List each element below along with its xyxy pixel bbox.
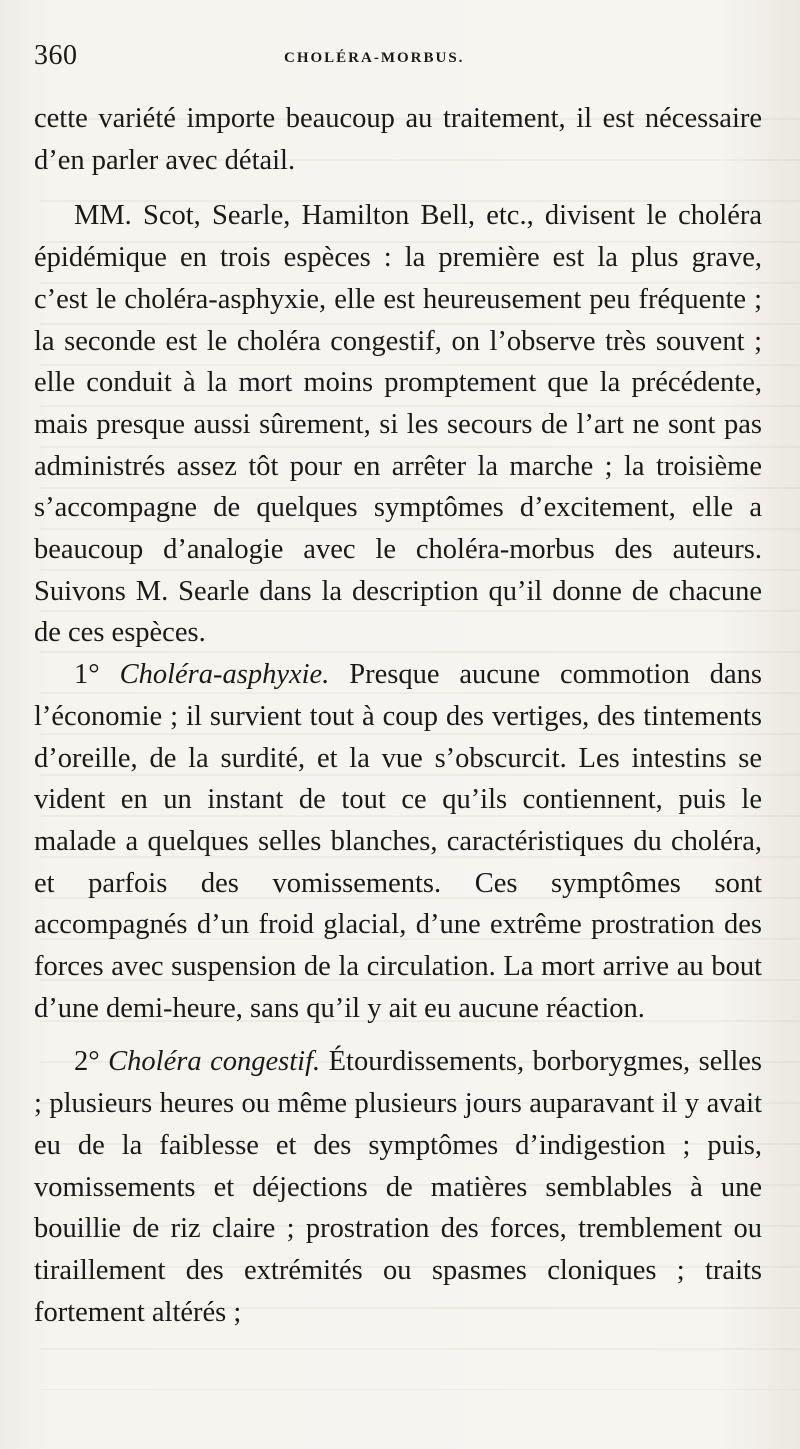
section-text-asphyxie: Presque aucune commotion dans l’économie ; il survient tout à coup des vertiges, des tintements d’oreille, de la surdité, et la vue s’obscurcit. Les intestins se vident en un instant de tout ce qu’ils contiennent, puis le malade a quelques selles blanches, caractéristiques du choléra, et parfois des vomissements. Ces symptômes sont accompagnés d’un froid glacial, d’une extrême prostration des forces avec suspension de la circulation. La mort arrive au bout d’une demi-heure, sans qu’il y ait eu aucune réaction. xyxy=(34,659,762,1024)
running-head xyxy=(34,40,774,80)
page-number: 360 xyxy=(34,40,78,71)
running-title: CHOLÉRA-MORBUS. xyxy=(284,50,465,66)
section-number-1: 1° xyxy=(74,659,100,691)
section-number-2: 2° xyxy=(74,1046,100,1078)
section-heading-asphyxie: Choléra-asphyxie. xyxy=(119,659,330,691)
paragraph-continuation: cette variété importe beaucoup au traitement, il est nécessaire d’en parler avec détail. xyxy=(34,103,762,176)
paragraph-species-intro: MM. Scot, Searle, Hamilton Bell, etc., divisent le choléra épidémique en trois espèces : la première est la plus grave, c’est le choléra-asphyxie, elle est heureusement peu fréquente ; la seconde est le choléra congestif, on l’observe très souvent ; elle conduit à la mort moins promptement que la précédente, mais presque aussi sûrement, si les secours de l’art ne sont pas administrés assez tôt pour en arrêter la marche ; la troisième s’accompagne de quelques symptômes d’excitement, elle a beaucoup d’analogie avec le choléra-morbus des auteurs. Suivons M. Searle dans la description qu’il donne de chacune de ces espèces. xyxy=(34,200,762,649)
paragraph-cholera-congestif xyxy=(34,1041,762,1333)
paragraph-cholera-asphyxie xyxy=(34,654,762,1029)
section-heading-congestif: Choléra congestif. xyxy=(108,1046,321,1078)
body-text xyxy=(34,98,762,1333)
section-text-congestif: Étourdissements, borborygmes, selles ; plusieurs heures ou même plusieurs jours auparavant il y avait eu de la faiblesse et des symptômes d’indigestion ; puis, vomissements et déjections de matières semblables à une bouillie de riz claire ; prostration des forces, tremblement ou tiraillement des extrémités ou spasmes cloniques ; traits fortement altérés ; xyxy=(34,1046,762,1328)
